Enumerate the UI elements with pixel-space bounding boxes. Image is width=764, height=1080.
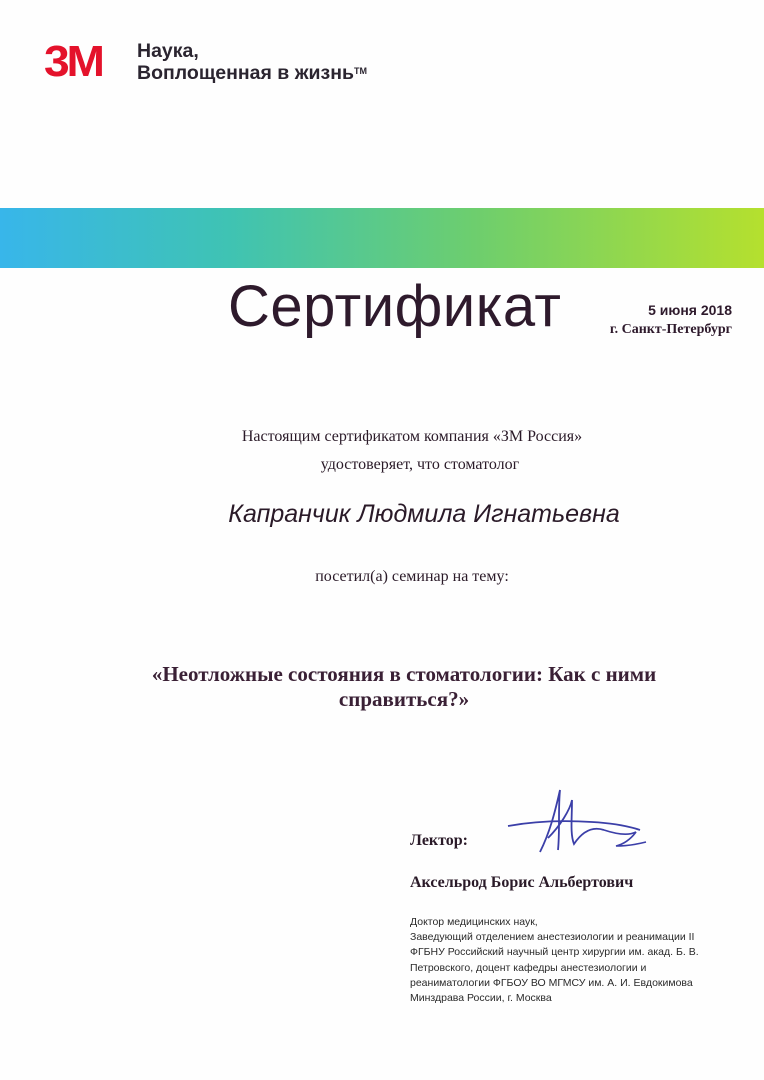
seminar-topic — [22, 662, 764, 712]
brand-tagline — [137, 40, 367, 84]
credential-line: Минздрава России, г. Москва — [410, 992, 552, 1005]
lector-label: Лектор: — [410, 832, 469, 849]
lector-name: Аксельрод Борис Альбертович — [410, 874, 634, 891]
intro-line-1: Настоящим сертификатом компания «ЗМ Россия» — [241, 428, 583, 445]
credential-line: Заведующий отделением анестезиологии и реанимации II — [410, 931, 695, 944]
intro-line-2: удостоверяет, что стоматолог — [320, 456, 520, 473]
trademark-mark: TM — [354, 66, 367, 76]
gradient-band — [0, 208, 764, 268]
brand-logo: 3M — [44, 37, 102, 86]
credential-line: реаниматологии ФГБОУ ВО МГМСУ им. А. И. Евдокимова — [410, 976, 693, 989]
issue-date: 5 июня 2018 — [648, 302, 732, 318]
issue-city: г. Санкт-Петербург — [609, 322, 732, 337]
attended-line: посетил(а) семинар на тему: — [315, 568, 509, 585]
credential-line: Доктор медицинских наук, — [410, 916, 538, 928]
certificate-title: Сертификат — [228, 274, 562, 339]
credential-line: ФГБНУ Российский научный центр хирургии им. акад. Б. В. — [410, 946, 699, 959]
recipient-name: Капранчик Людмила Игнатьевна — [228, 500, 620, 528]
signature — [500, 782, 660, 862]
topic-line-2: справиться?» — [338, 687, 470, 711]
topic-line-1: «Неотложные состояния в стоматологии: Как с ними — [151, 662, 657, 686]
credential-line: Петровского, доцент кафедры анестезиологии и — [410, 961, 647, 974]
lector-credentials — [410, 915, 760, 1006]
tagline-line-1: Наука, — [137, 40, 199, 62]
tagline-line-2: Воплощенная в жизнь™ — [137, 62, 367, 84]
